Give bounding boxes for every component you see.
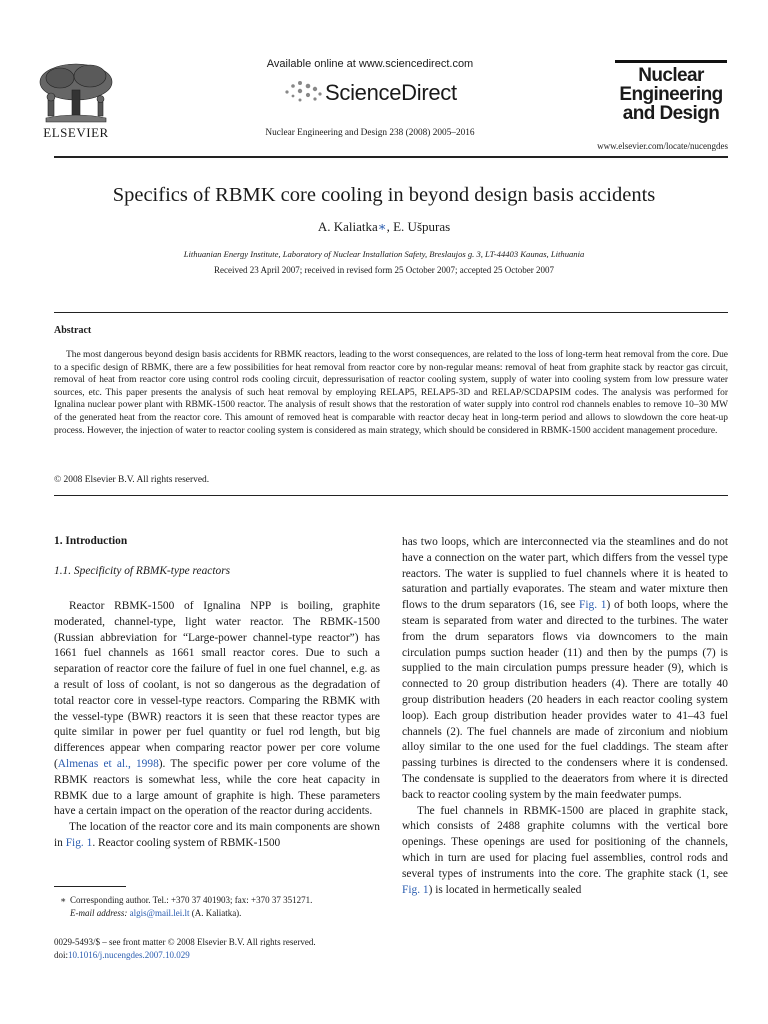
publisher-name: ELSEVIER: [43, 125, 109, 140]
journal-logo: [615, 66, 727, 123]
available-online-text[interactable]: Available online at www.sciencedirect.com: [266, 58, 474, 70]
citation-link[interactable]: Almenas et al., 1998: [57, 757, 159, 770]
corresponding-author-mark[interactable]: ∗: [377, 219, 387, 234]
text-run: ) of both loops, where the steam is separated from water and directed to the turbines. The water from the drum separators flows via downcomers to the main circulation pumps suction header (11) and then by the pumps (7) is supplied to the main circulation pumps pressure header (9), which is connected to 20 group distribution headers (4). There are totally 40 group distribution headers (20 headers in each reactor cooling system loop). Each group distribution header provides water to 41–43 fuel channels (2). The fuel channels are made of zirconium and niobium alloy similar to the one used for the fuel claddings. The steam after passing turbines is directed to the condensers where it is condensed. The condensate is supplied to the deaerators from where it is directed back to reactor cooling system by the main feedwater pumps.: [402, 599, 728, 801]
journal-logo-line-2: Engineering: [619, 84, 723, 105]
abstract-top-divider: [54, 312, 728, 313]
email-link[interactable]: algis@mail.lei.lt: [129, 907, 190, 918]
footnote-mark: ∗: [60, 895, 67, 905]
header-divider: [54, 156, 728, 158]
paragraph: [402, 535, 728, 804]
journal-logo-line-1: Nuclear: [638, 65, 704, 86]
email-label: E-mail address:: [70, 907, 130, 918]
article-history: Received 23 April 2007; received in revised form 25 October 2007; accepted 25 October 2007: [214, 265, 554, 275]
front-matter: [54, 936, 380, 961]
figure-ref-link[interactable]: Fig. 1: [402, 883, 429, 896]
article-title: Specifics of RBMK core cooling in beyond design basis accidents: [112, 184, 656, 206]
email-suffix: (A. Kaliatka).: [189, 907, 242, 918]
author-separator: ,: [386, 219, 394, 234]
text-run: . Reactor cooling system of RBMK-1500: [92, 836, 281, 849]
author-name: E. Ušpuras: [393, 219, 451, 234]
left-column-text: [54, 599, 380, 852]
figure-ref-link[interactable]: Fig. 1: [65, 836, 93, 849]
paragraph: [54, 820, 380, 852]
sciencedirect-dots-icon: [283, 80, 323, 106]
text-run: has two loops, which are interconnected via the steamlines and do not have a connection on the water part, which differs from the vessel type reactors. The water is supplied to fuel channels where it is heated to saturation and partially evaporates. The steam and water mixture then flows to the drum separators (16, see: [402, 536, 728, 612]
footnote-divider: [54, 886, 126, 887]
footnote-email-line: [70, 907, 380, 920]
abstract-bottom-divider: [54, 495, 728, 496]
issn-line: 0029-5493/$ – see front matter © 2008 Elsevier B.V. All rights reserved.: [54, 937, 316, 947]
journal-url-link[interactable]: www.elsevier.com/locate/nucengdes: [597, 141, 728, 151]
corresponding-author-footnote: [54, 894, 380, 919]
author-affiliation: Lithuanian Energy Institute, Laboratory of Nuclear Installation Safety, Breslaujos g. 3, LT-44403 Kaunas, Lithuania: [183, 249, 585, 259]
paragraph: [402, 804, 728, 899]
footnote-contact: Corresponding author. Tel.: +370 37 401903; fax: +370 37 351271.: [70, 895, 313, 905]
doi-label: doi:: [54, 949, 69, 960]
author-list: [40, 219, 728, 235]
paragraph: [54, 599, 380, 820]
subsection-heading: 1.1. Specificity of RBMK-type reactors: [54, 565, 231, 577]
text-run: Reactor RBMK-1500 of Ignalina NPP is boiling, graphite moderated, channel-type, light water reactor. The RBMK-1500 (Russian abbreviation for “Large-power channel-type reactor”) has 1661 fuel channels as 1661 small reactor cores. Due to such a separation of reactor core the failure of fuel in one fuel channel, e.g. as a result of loss of coolant, is not so dangerous as the degradation of total reactor core in vessel-type reactors. Comparing the RBMK with the vessel-type (BWR) reactors it is seen that these reactor types are quite similar in power per fuel quantity or fuel rod length, but big differences appear when comparing reactor power per core volume (: [54, 600, 380, 770]
sciencedirect-logo-text: ScienceDirect: [325, 80, 457, 105]
abstract-text: The most dangerous beyond design basis accidents for RBMK reactors, leading to the worst consequences, are related to the loss of long-term heat removal from the core. Due to a specific design of RBMK, there are a few possibilities for heat removal from reactor core by non-regular means: removal of heat from graphite stack by reactor gas circuit, removal of heat from reactor core using control rods cooling circuit, depressurisation of reactor cooling system, supply of water into cooling system from low pressure water sources, etc. This paper presents the analysis of such heat removal by employing RELAP5, RELAP5-3D and RELAP/SCDAPSIM codes. The analysis was performed for Ignalina nuclear power plant with RBMK-1500 reactor. The analysis of result shows that the restoration of water supply into control rod channels enables to remove 10–30 MW of the generated heat from the reactor core. This amount of removed heat is comparable with reactor decay heat in long-term period and allows to slowdown the core heat-up process. However, the injection of water to reactor cooling system is considered as main strategy, which should be considered in RBMK-1500 accident management procedure.: [54, 350, 728, 436]
abstract-heading: Abstract: [54, 325, 92, 336]
section-heading: 1. Introduction: [54, 535, 128, 547]
text-run: The fuel channels in RBMK-1500 are placed in graphite stack, which consists of 2488 graphite columns with the vertical bore openings. These openings are used for positioning of the channels, which in turn are used for placing fuel assemblies, control rods and several types of instruments into the core. The graphite stack (1, see: [402, 804, 728, 880]
journal-reference: Nuclear Engineering and Design 238 (2008) 2005–2016: [265, 128, 475, 138]
journal-logo-line-3: and Design: [622, 103, 720, 124]
author-name: A. Kaliatka: [317, 219, 378, 234]
doi-line: [54, 949, 380, 962]
text-run: ) is located in hermetically sealed: [428, 883, 582, 896]
figure-ref-link[interactable]: Fig. 1: [579, 599, 607, 612]
journal-logo-rule: [615, 60, 727, 63]
text-run: ). The specific power per core volume of the RBMK reactors is somewhat less, while the core heat capacity in RBMK due to a large amount of graphite is high. These parameters have a certain impact on the operation of the reactor during accidents.: [54, 757, 380, 818]
copyright-notice: © 2008 Elsevier B.V. All rights reserved.: [54, 475, 210, 485]
text-run: The location of the reactor core and its main components are shown in: [54, 821, 380, 849]
right-column-text: [402, 535, 728, 898]
doi-link[interactable]: 10.1016/j.nucengdes.2007.10.029: [68, 949, 190, 960]
